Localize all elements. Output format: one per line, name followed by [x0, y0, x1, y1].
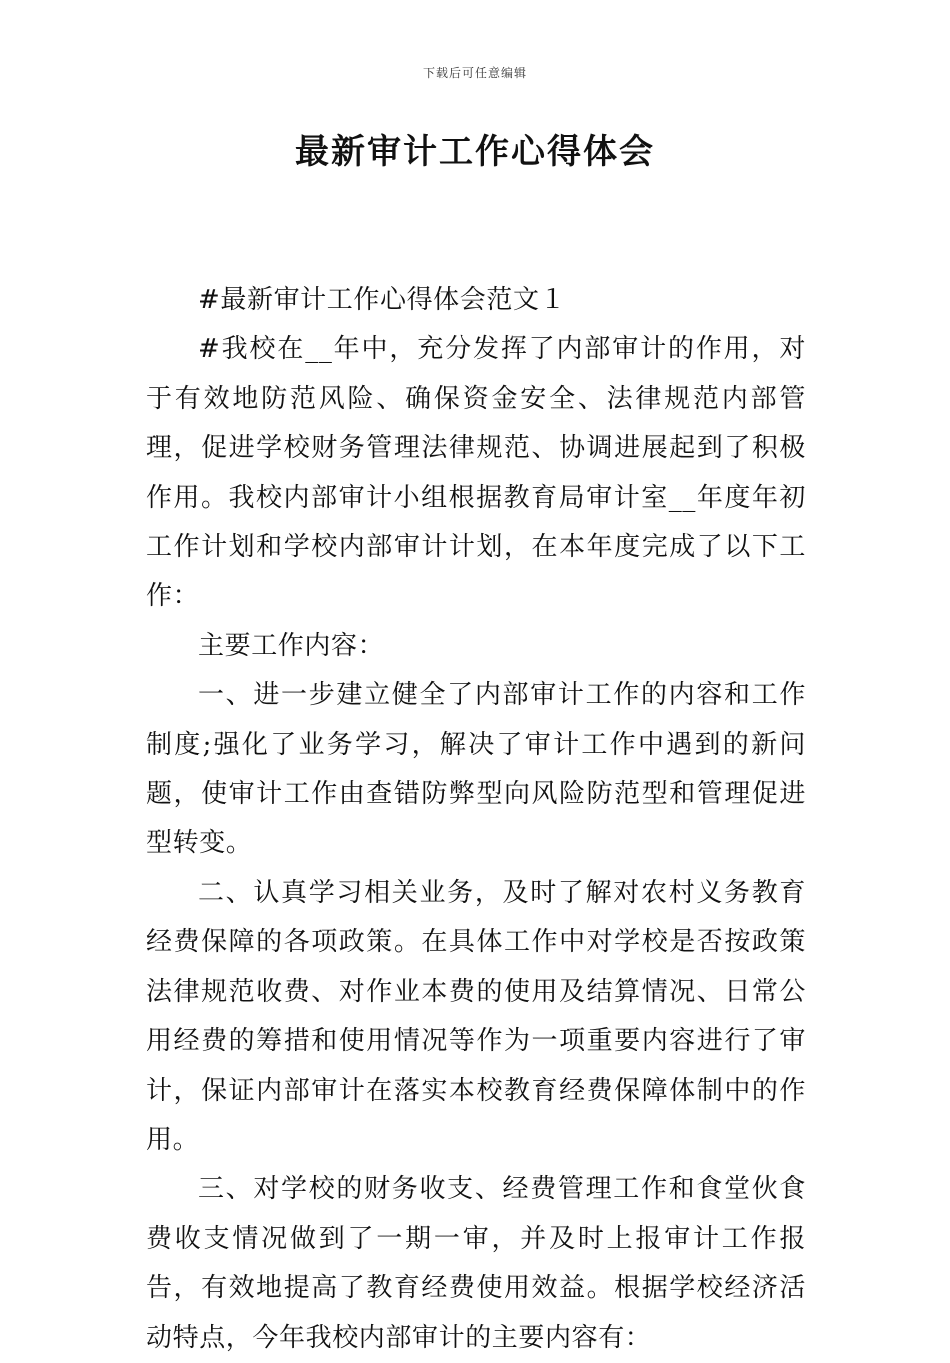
paragraph-item-1: 一、进一步建立健全了内部审计工作的内容和工作制度;强化了业务学习，解决了审计工作中遇到的新问题，使审计工作由查错防弊型向风险防范型和管理促进型转变。	[146, 680, 806, 859]
paragraph-item-3: 三、对学校的财务收支、经费管理工作和食堂伙食费收支情况做到了一期一审，并及时上报审计工作报告，有效地提高了教育经费使用效益。根据学校经济活动特点，今年我校内部审计的主要内容有：	[146, 1174, 806, 1353]
paragraph-item-2: 二、认真学习相关业务，及时了解对农村义务教育经费保障的各项政策。在具体工作中对学校是否按政策法律规范收费、对作业本费的使用及结算情况、日常公用经费的筹措和使用情况等作为一项重要内容进行了审计，保证内部审计在落实本校教育经费保障体制中的作用。	[146, 877, 806, 1155]
paragraph-subtitle: #最新审计工作心得体会范文１	[198, 285, 567, 315]
document-title: 最新审计工作心得体会	[295, 132, 655, 172]
paragraph-intro: #我校在__年中，充分发挥了内部审计的作用，对于有效地防范风险、确保资金安全、法律规范内部管理，促进学校财务管理法律规范、协调进展起到了积极作用。我校内部审计小组根据教育局审计室__年度年初工作计划和学校内部审计计划，在本年度完成了以下工作：	[146, 334, 806, 612]
paragraph-main-content-heading: 主要工作内容：	[198, 630, 385, 661]
header-note: 下载后可任意编辑	[422, 66, 527, 80]
document-body	[146, 276, 806, 1363]
